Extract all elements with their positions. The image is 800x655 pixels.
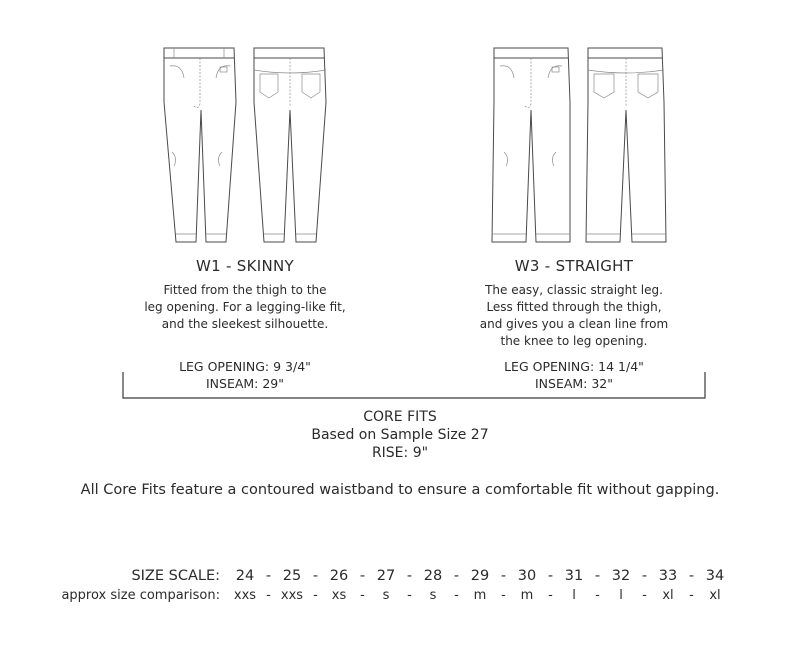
straight-desc-line: the knee to leg opening. (500, 334, 648, 348)
size-comparison-value: l (572, 588, 576, 603)
waistband-note: All Core Fits feature a contoured waistband to ensure a comfortable fit without gapping. (80, 482, 720, 498)
size-scale-row (40, 568, 760, 588)
straight-desc-line: Less fitted through the thigh, (486, 300, 662, 314)
size-separator: - (407, 588, 412, 603)
size-separator: - (360, 588, 365, 603)
size-separator: - (595, 588, 600, 603)
size-separator: - (642, 588, 647, 603)
size-value: 29 (470, 568, 490, 584)
straight-fit-title: W3 - STRAIGHT (514, 257, 634, 275)
core-fits-rise: RISE: 9" (371, 445, 429, 461)
size-separator: - (594, 568, 601, 584)
size-comparison-value: xs (331, 588, 347, 603)
size-separator: - (501, 588, 506, 603)
size-value: 27 (376, 568, 396, 584)
size-comparison-value: l (619, 588, 623, 603)
size-separator: - (688, 568, 695, 584)
size-scale-label: SIZE SCALE: (131, 568, 220, 584)
size-separator: - (313, 588, 318, 603)
size-comparison-row (40, 588, 760, 608)
skinny-desc-line: and the sleekest silhouette. (161, 317, 329, 331)
size-separator: - (312, 568, 319, 584)
size-value: 34 (705, 568, 725, 584)
straight-jeans-illustration (488, 40, 678, 250)
skinny-front-view (164, 48, 236, 242)
skinny-desc-line: Fitted from the thigh to the (163, 283, 327, 297)
core-fits-bracket (120, 370, 712, 400)
size-comparison-label: approx size comparison: (61, 588, 220, 603)
size-separator: - (548, 588, 553, 603)
size-comparison-values (232, 588, 728, 603)
size-separator: - (641, 568, 648, 584)
straight-fit-description (449, 282, 699, 350)
size-value: 31 (564, 568, 584, 584)
size-value: 25 (282, 568, 302, 584)
core-fits-block (250, 408, 550, 462)
size-comparison-value: xxs (233, 588, 257, 603)
skinny-fit-title: W1 - SKINNY (195, 257, 294, 275)
skinny-jeans-illustration (150, 40, 340, 250)
size-comparison-value: s (429, 588, 437, 603)
size-comparison-value: m (473, 588, 487, 603)
size-scale-table (40, 568, 760, 608)
size-value: 32 (611, 568, 631, 584)
straight-desc-line: and gives you a clean line from (479, 317, 669, 331)
size-comparison-value: m (520, 588, 534, 603)
size-comparison-value: xl (662, 588, 674, 603)
size-value: 33 (658, 568, 678, 584)
straight-desc-line: The easy, classic straight leg. (485, 283, 663, 297)
straight-back-view (586, 48, 666, 242)
size-comparison-value: xxs (280, 588, 304, 603)
size-separator: - (266, 588, 271, 603)
skinny-desc-line: leg opening. For a legging-like fit, (144, 300, 346, 314)
skinny-inseam: INSEAM: 29" (205, 376, 285, 391)
size-separator: - (500, 568, 507, 584)
core-fits-sample: Based on Sample Size 27 (311, 427, 489, 443)
skinny-fit-description (120, 282, 370, 333)
skinny-back-view (254, 48, 326, 242)
size-separator: - (359, 568, 366, 584)
straight-inseam: INSEAM: 32" (534, 376, 614, 391)
size-value: 26 (329, 568, 349, 584)
size-value: 24 (235, 568, 255, 584)
size-separator: - (547, 568, 554, 584)
size-separator: - (265, 568, 272, 584)
size-separator: - (454, 588, 459, 603)
size-separator: - (689, 588, 694, 603)
size-separator: - (453, 568, 460, 584)
straight-front-view (492, 48, 570, 242)
size-separator: - (406, 568, 413, 584)
size-comparison-value: xl (709, 588, 721, 603)
size-value: 30 (517, 568, 537, 584)
size-values (232, 568, 728, 584)
straight-leg-opening: LEG OPENING: 14 1/4" (504, 359, 644, 374)
skinny-leg-opening: LEG OPENING: 9 3/4" (179, 359, 311, 374)
core-fits-title: CORE FITS (363, 409, 437, 425)
size-value: 28 (423, 568, 443, 584)
size-comparison-value: s (382, 588, 390, 603)
